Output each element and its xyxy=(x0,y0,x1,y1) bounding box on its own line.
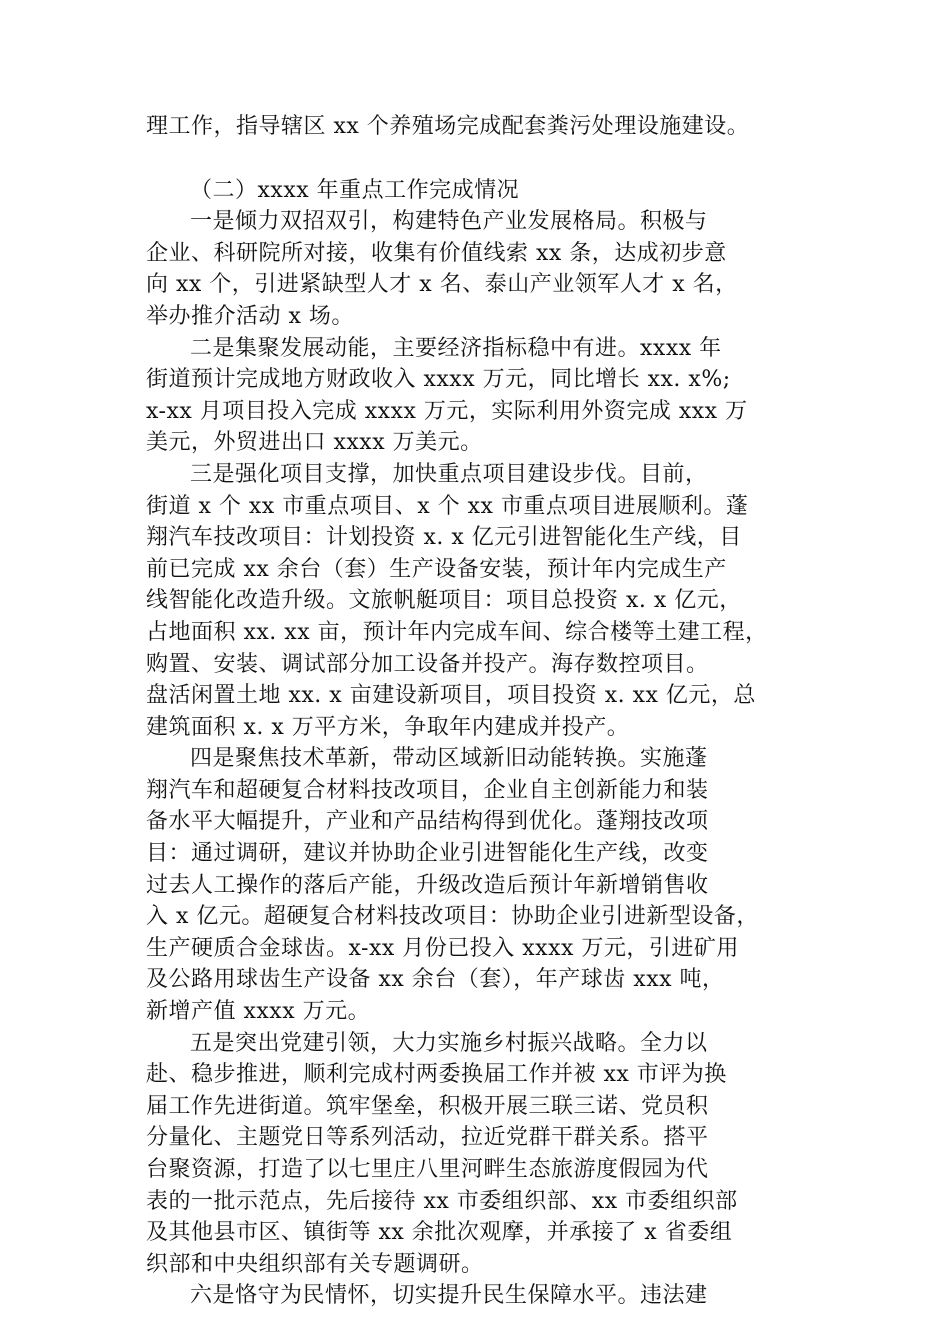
text-line: 翔汽车技改项目：计划投资 x. x 亿元引进智能化生产线，目 xyxy=(146,525,742,551)
text-line: 四是聚焦技术革新，带动区域新旧动能转换。实施蓬 xyxy=(190,746,708,772)
text-line: 二是集聚发展动能，主要经济指标稳中有进。xxxx 年 xyxy=(190,335,722,361)
text-line: 过去人工操作的落后产能，升级改造后预计年新增销售收 xyxy=(146,872,709,898)
document-body xyxy=(146,111,826,1312)
text-line: 备水平大幅提升，产业和产品结构得到优化。蓬翔技改项 xyxy=(146,809,709,835)
text-line: 六是恪守为民情怀，切实提升民生保障水平。违法建 xyxy=(190,1283,708,1309)
text-line: 购置、安装、调试部分加工设备并投产。海存数控项目。 xyxy=(146,651,709,677)
text-line: 表的一批示范点，先后接待 xx 市委组织部、xx 市委组织部 xyxy=(146,1188,738,1214)
text-line: 企业、科研院所对接，收集有价值线索 xx 条，达成初步意 xyxy=(146,240,727,266)
text-line: 线智能化改造升级。文旅帆艇项目：项目总投资 x. x 亿元， xyxy=(146,588,742,614)
text-line: 美元，外贸进出口 xxxx 万美元。 xyxy=(146,430,483,456)
text-line: 分量化、主题党日等系列活动，拉近党群干群关系。搭平 xyxy=(146,1125,709,1151)
text-line: x-xx 月项目投入完成 xxxx 万元，实际利用外资完成 xxx 万 xyxy=(146,398,748,424)
text-line: 举办推介活动 x 场。 xyxy=(146,303,354,329)
text-line: 街道预计完成地方财政收入 xxxx 万元，同比增长 xx. x%; xyxy=(146,367,731,393)
text-line: 占地面积 xx. xx 亩，预计年内完成车间、综合楼等土建工程， xyxy=(146,619,768,645)
text-line: 织部和中央组织部有关专题调研。 xyxy=(146,1251,484,1277)
text-line: 台聚资源，打造了以七里庄八里河畔生态旅游度假园为代 xyxy=(146,1157,709,1182)
text-line: 向 xx 个，引进紧缺型人才 x 名、泰山产业领军人才 x 名， xyxy=(146,272,738,298)
text-line: 新增产值 xxxx 万元。 xyxy=(146,999,371,1025)
text-line: 目：通过调研，建议并协助企业引进智能化生产线，改变 xyxy=(146,841,709,867)
text-line: 建筑面积 x. x 万平方米，争取年内建成并投产。 xyxy=(146,714,630,740)
text-line: 及其他县市区、镇街等 xx 余批次观摩，并承接了 x 省委组 xyxy=(146,1220,733,1246)
text-line: 翔汽车和超硬复合材料技改项目，企业自主创新能力和装 xyxy=(146,777,709,803)
text-line: 赴、稳步推进，顺利完成村两委换届工作并被 xx 市评为换 xyxy=(146,1062,727,1088)
text-line: 及公路用球齿生产设备 xx 余台（套），年产球齿 xxx 吨， xyxy=(146,967,725,993)
text-line: 前已完成 xx 余台（套）生产设备安装，预计年内完成生产 xyxy=(146,556,727,582)
text-line: 街道 x 个 xx 市重点项目、x 个 xx 市重点项目进展顺利。蓬 xyxy=(146,493,749,519)
text-line: 生产硬质合金球齿。x-xx 月份已投入 xxxx 万元，引进矿用 xyxy=(146,935,739,961)
text-line: 一是倾力双招双引，构建特色产业发展格局。积极与 xyxy=(190,209,708,235)
text-line: 入 x 亿元。超硬复合材料技改项目：协助企业引进新型设备， xyxy=(146,904,759,930)
text-line: 理工作，指导辖区 xx 个养殖场完成配套粪污处理设施建设。 xyxy=(146,114,750,139)
section-heading: （二）xxxx 年重点工作完成情况 xyxy=(190,177,520,203)
text-line: 届工作先进街道。筑牢堡垒，积极开展三联三诺、党员积 xyxy=(146,1093,709,1119)
text-line: 五是突出党建引领，大力实施乡村振兴战略。全力以 xyxy=(190,1030,708,1056)
text-line: 盘活闲置土地 xx. x 亩建设新项目，项目投资 x. xx 亿元，总 xyxy=(146,683,756,709)
paragraph-gap xyxy=(146,143,826,175)
text-line: 三是强化项目支撑，加快重点项目建设步伐。目前， xyxy=(190,461,708,487)
